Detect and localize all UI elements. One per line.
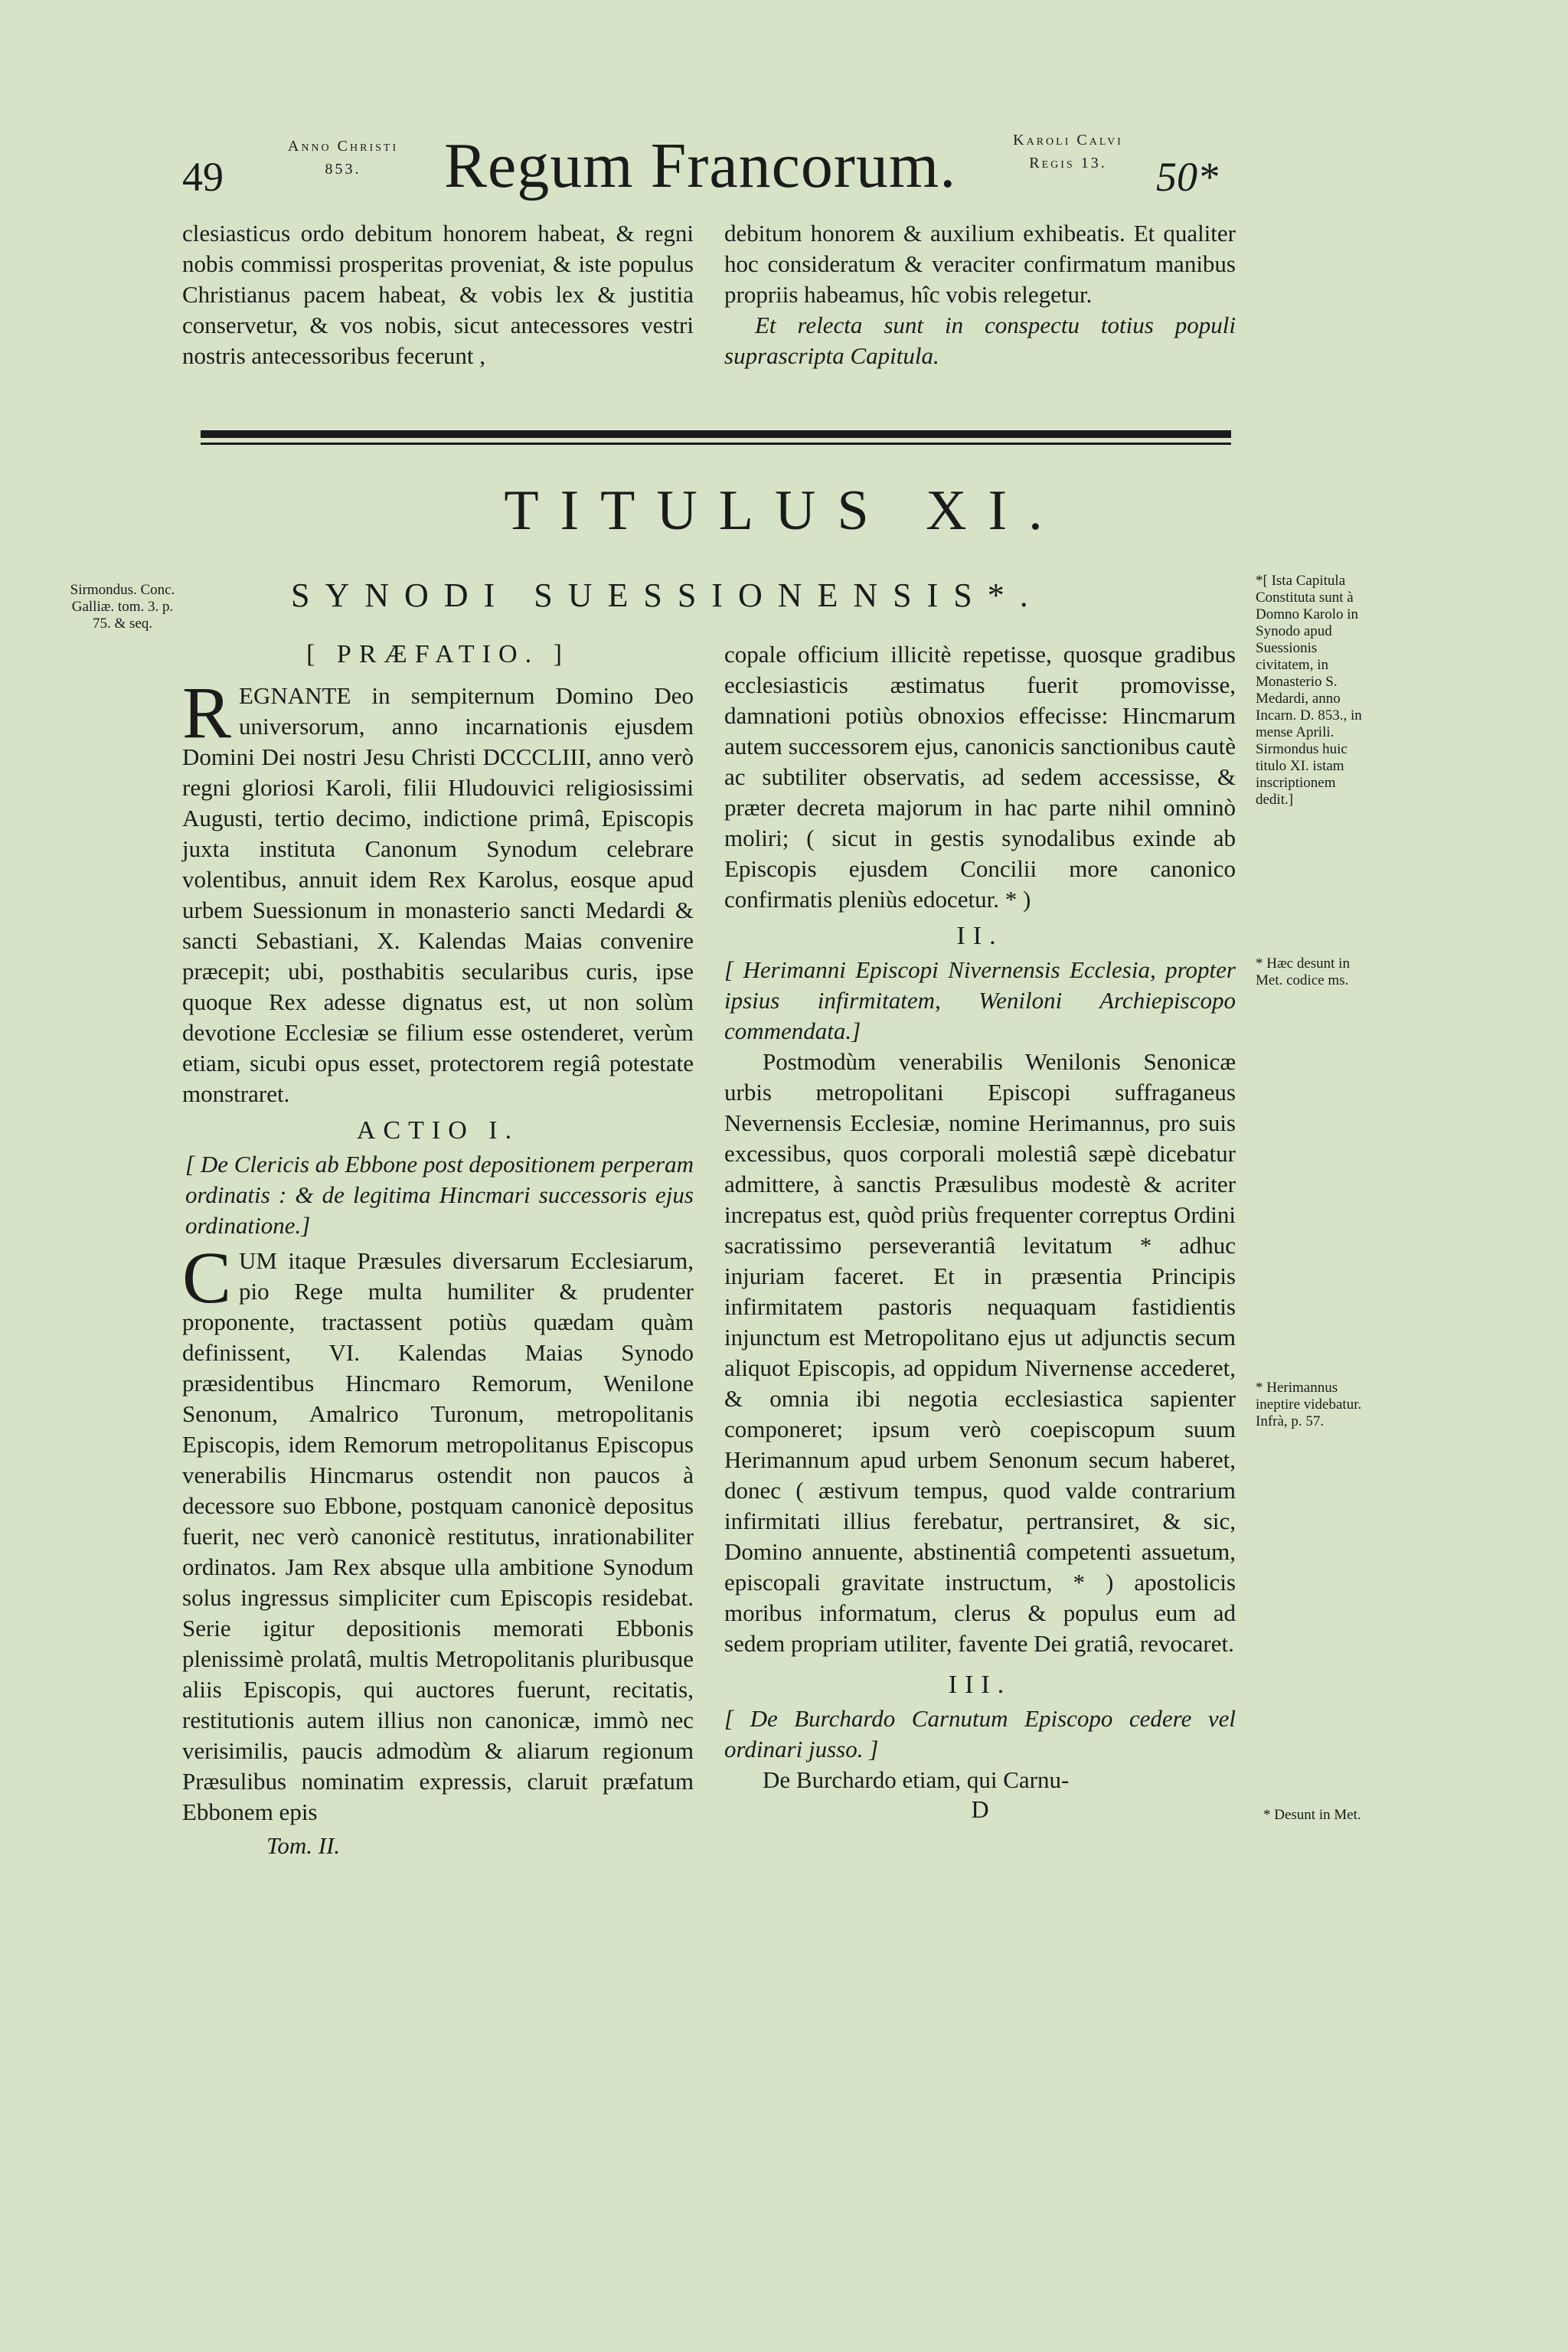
right-column-text-1: copale officium illicitè repetisse, quosque gradibus ecclesiasticis æstimatus fuerit promovisse, damnationi potiùs obnoxios effecisse: Hincmarum autem successorem ejus, canonicis sanctionibus cautè ac subtiliter observatis, ad sedem accessisse, & præter decreta majorum in hac parte nihil omninò moliri; ( sicut in gestis synodalibus exinde ab Episcopis ejusdem Concilii more canonico confirmatis pleniùs edocetur. * )	[724, 641, 1236, 913]
anno-line-2: 853.	[325, 161, 361, 178]
top-left-text: clesiasticus ordo debitum honorem habeat, & regni nobis commissi prosperitas proveniat, & iste populus Christianus pacem habeat, & vobis lex & justitia conservetur, & vos nobis, sicut antecessores vestri nostris antecessoribus fecerunt ,	[182, 220, 694, 369]
section-iii-heading: III.	[948, 1671, 1012, 1699]
tom-label: Tom. II.	[266, 1832, 341, 1859]
section-iii-text: De Burchardo etiam, qui Carnu-	[763, 1766, 1070, 1793]
running-title: Regum Francorum.	[444, 130, 957, 201]
top-right-italic: Et relecta sunt in conspectu totius populi suprascripta Capitula.	[724, 312, 1236, 369]
page-number-right: 50*	[1156, 154, 1218, 200]
praefatio-heading: [ PRÆFATIO. ]	[306, 640, 570, 668]
right-column	[724, 639, 1236, 1823]
running-head-anno	[259, 135, 427, 181]
top-right-text: debitum honorem & auxilium exhibeatis. Et qualiter hoc consideratum & veraciter confirmatum manibus propriis habeamus, hîc vobis relegetur.	[724, 220, 1236, 308]
praefatio-text: EGNANTE in sempiternum Domino Deo universorum, anno incarnationis ejusdem Domini Dei nostri Jesu Christi DCCCLIII, anno verò regni gloriosi Karoli, filii Hludouvici religiosissimi Augusti, tertio decimo, indictione primâ, Episcopis juxta instituta Canonum Synodum celebrare volentibus, annuit idem Rex Karolus, eosque apud urbem Suessionum in monasterio sancti Medardi & sancti Sebastiani, X. Kalendas Maias convenire præcepit; ubi, posthabitis secularibus curis, ipse quoque Rex adesse dignatus est, ut non solùm devotione Ecclesiæ se filium esse ostenderet, verùm etiam, sicubi opus esset, protectorem regiâ potestate monstraret.	[182, 682, 694, 1107]
actio-text: UM itaque Præsules diversarum Ecclesiarum, pio Rege multa humiliter & prudenter proponente, tractassent potiùs quædam quàm definissent, VI. Kalendas Maias Synodo præsidentibus Hincmaro Remorum, Wenilone Senonum, Amalrico Turonum, metropolitanis Episcopis, idem Remorum metropolitanus Episcopus venerabilis Hincmarus ostendit non paucos à decessore suo Ebbone, postquam canonicè depositus fuerit, nec verò canonicè restitutus, inrationabiliter ordinatos. Jam Rex absque ulla ambitione Synodum solus ingressus simpliciter cum Episcopis residebat. Serie igitur depositionis memorati Ebbonis plenissimè prolatâ, multis Metropolitanis pluribusque aliis Episcopis, qui auctores fuerunt, recitatis, restitutionis autem illius non canonicæ, immò nec verisimilis, paucis admodùm & aliarum regionum Præsulibus nominatim expressis, claruit præfatum Ebbonem epis	[182, 1247, 694, 1825]
section-iii-title: [ De Burchardo Carnutum Episcopo cedere vel ordinari jusso. ]	[724, 1705, 1236, 1762]
right-margin-note-1: *[ Ista Capitula Constituta sunt à Domno Karolo in Synodo apud Suessionis civitatem, in Monasterio S. Medardi, anno Incarn. D. 853., in mense Aprili. Sirmondus huic titulo XI. istam inscriptionem dedit.]	[1256, 573, 1362, 808]
section-ii-title: [ Herimanni Episcopi Nivernensis Ecclesia, propter ipsius infirmitatem, Weniloni Archiepiscopo commendata.]	[724, 956, 1236, 1044]
praefatio-dropcap: R	[182, 671, 232, 753]
running-head-karoli	[980, 129, 1156, 175]
page-number-left: 49	[182, 154, 224, 200]
right-margin-note-4: * Desunt in Met.	[1263, 1807, 1361, 1823]
section-rule-thick	[201, 430, 1231, 438]
titulus-heading: TITULUS XI.	[504, 479, 1064, 542]
section-rule-thin	[201, 443, 1231, 445]
section-ii-text: Postmodùm venerabilis Wenilonis Senonicæ urbis metropolitani Episcopi suffraganeus Nevernensis Ecclesiæ, nomine Herimannus, pro suis excessibus, quos corporali molestiâ sæpè dicebatur admittere, à sanctis Præsulibus modestè & acriter increpatus est, quòd priùs frequenter correptus Ordini sacratissimo perseverantiâ levitatum * adhuc injuriam faceret. Et in præsentia Principis infirmitatem pastoris nequaquam fastidientis injunctum est Metropolitano ejus ut adjunctis secum aliquot Episcopis, ad oppidum Nivernense accederet, & omnia ibi negotia ecclesiastica sapienter componeret; ipsum verò coepiscopum suum Herimannum apud urbem Senonum secum haberet, donec ( æstivum tempus, quod valde contrarium infirmitati illius ferebatur, pertransiret, & sic, Domino annuente, abstinentiâ competenti assuetum, episcopali gravitate instructum, * ) apostolicis moribus informatum, clerus & populus eum ad sedem propriam utiliter, favente Dei gratiâ, revocaret.	[724, 1048, 1236, 1657]
section-ii-heading: II.	[956, 922, 1004, 950]
right-margin-note-2: * Hæc desunt in Met. codice ms.	[1256, 956, 1350, 988]
right-margin-note-3: * Herimannus ineptire videbatur. Infrà, p. 57.	[1256, 1380, 1362, 1429]
karoli-line-1: Karoli Calvi	[1013, 132, 1123, 149]
karoli-line-2: Regis 13.	[1029, 155, 1107, 172]
top-right-column	[724, 218, 1236, 371]
actio-title: [ De Clericis ab Ebbone post depositionem perperam ordinatis : & de legitima Hincmari successoris ejus ordinatione.]	[185, 1151, 694, 1239]
top-left-column	[182, 218, 694, 371]
anno-line-1: Anno Christi	[287, 138, 399, 155]
synodi-heading: SYNODI SUESSIONENSIS*.	[291, 577, 1044, 614]
actio-heading: ACTIO I.	[356, 1116, 520, 1145]
left-margin-note: Sirmondus. Conc. Galliæ. tom. 3. p. 75. & seq.	[70, 582, 175, 632]
left-column	[182, 639, 694, 1861]
actio-dropcap: C	[182, 1236, 232, 1318]
signature-mark: D	[971, 1795, 989, 1823]
